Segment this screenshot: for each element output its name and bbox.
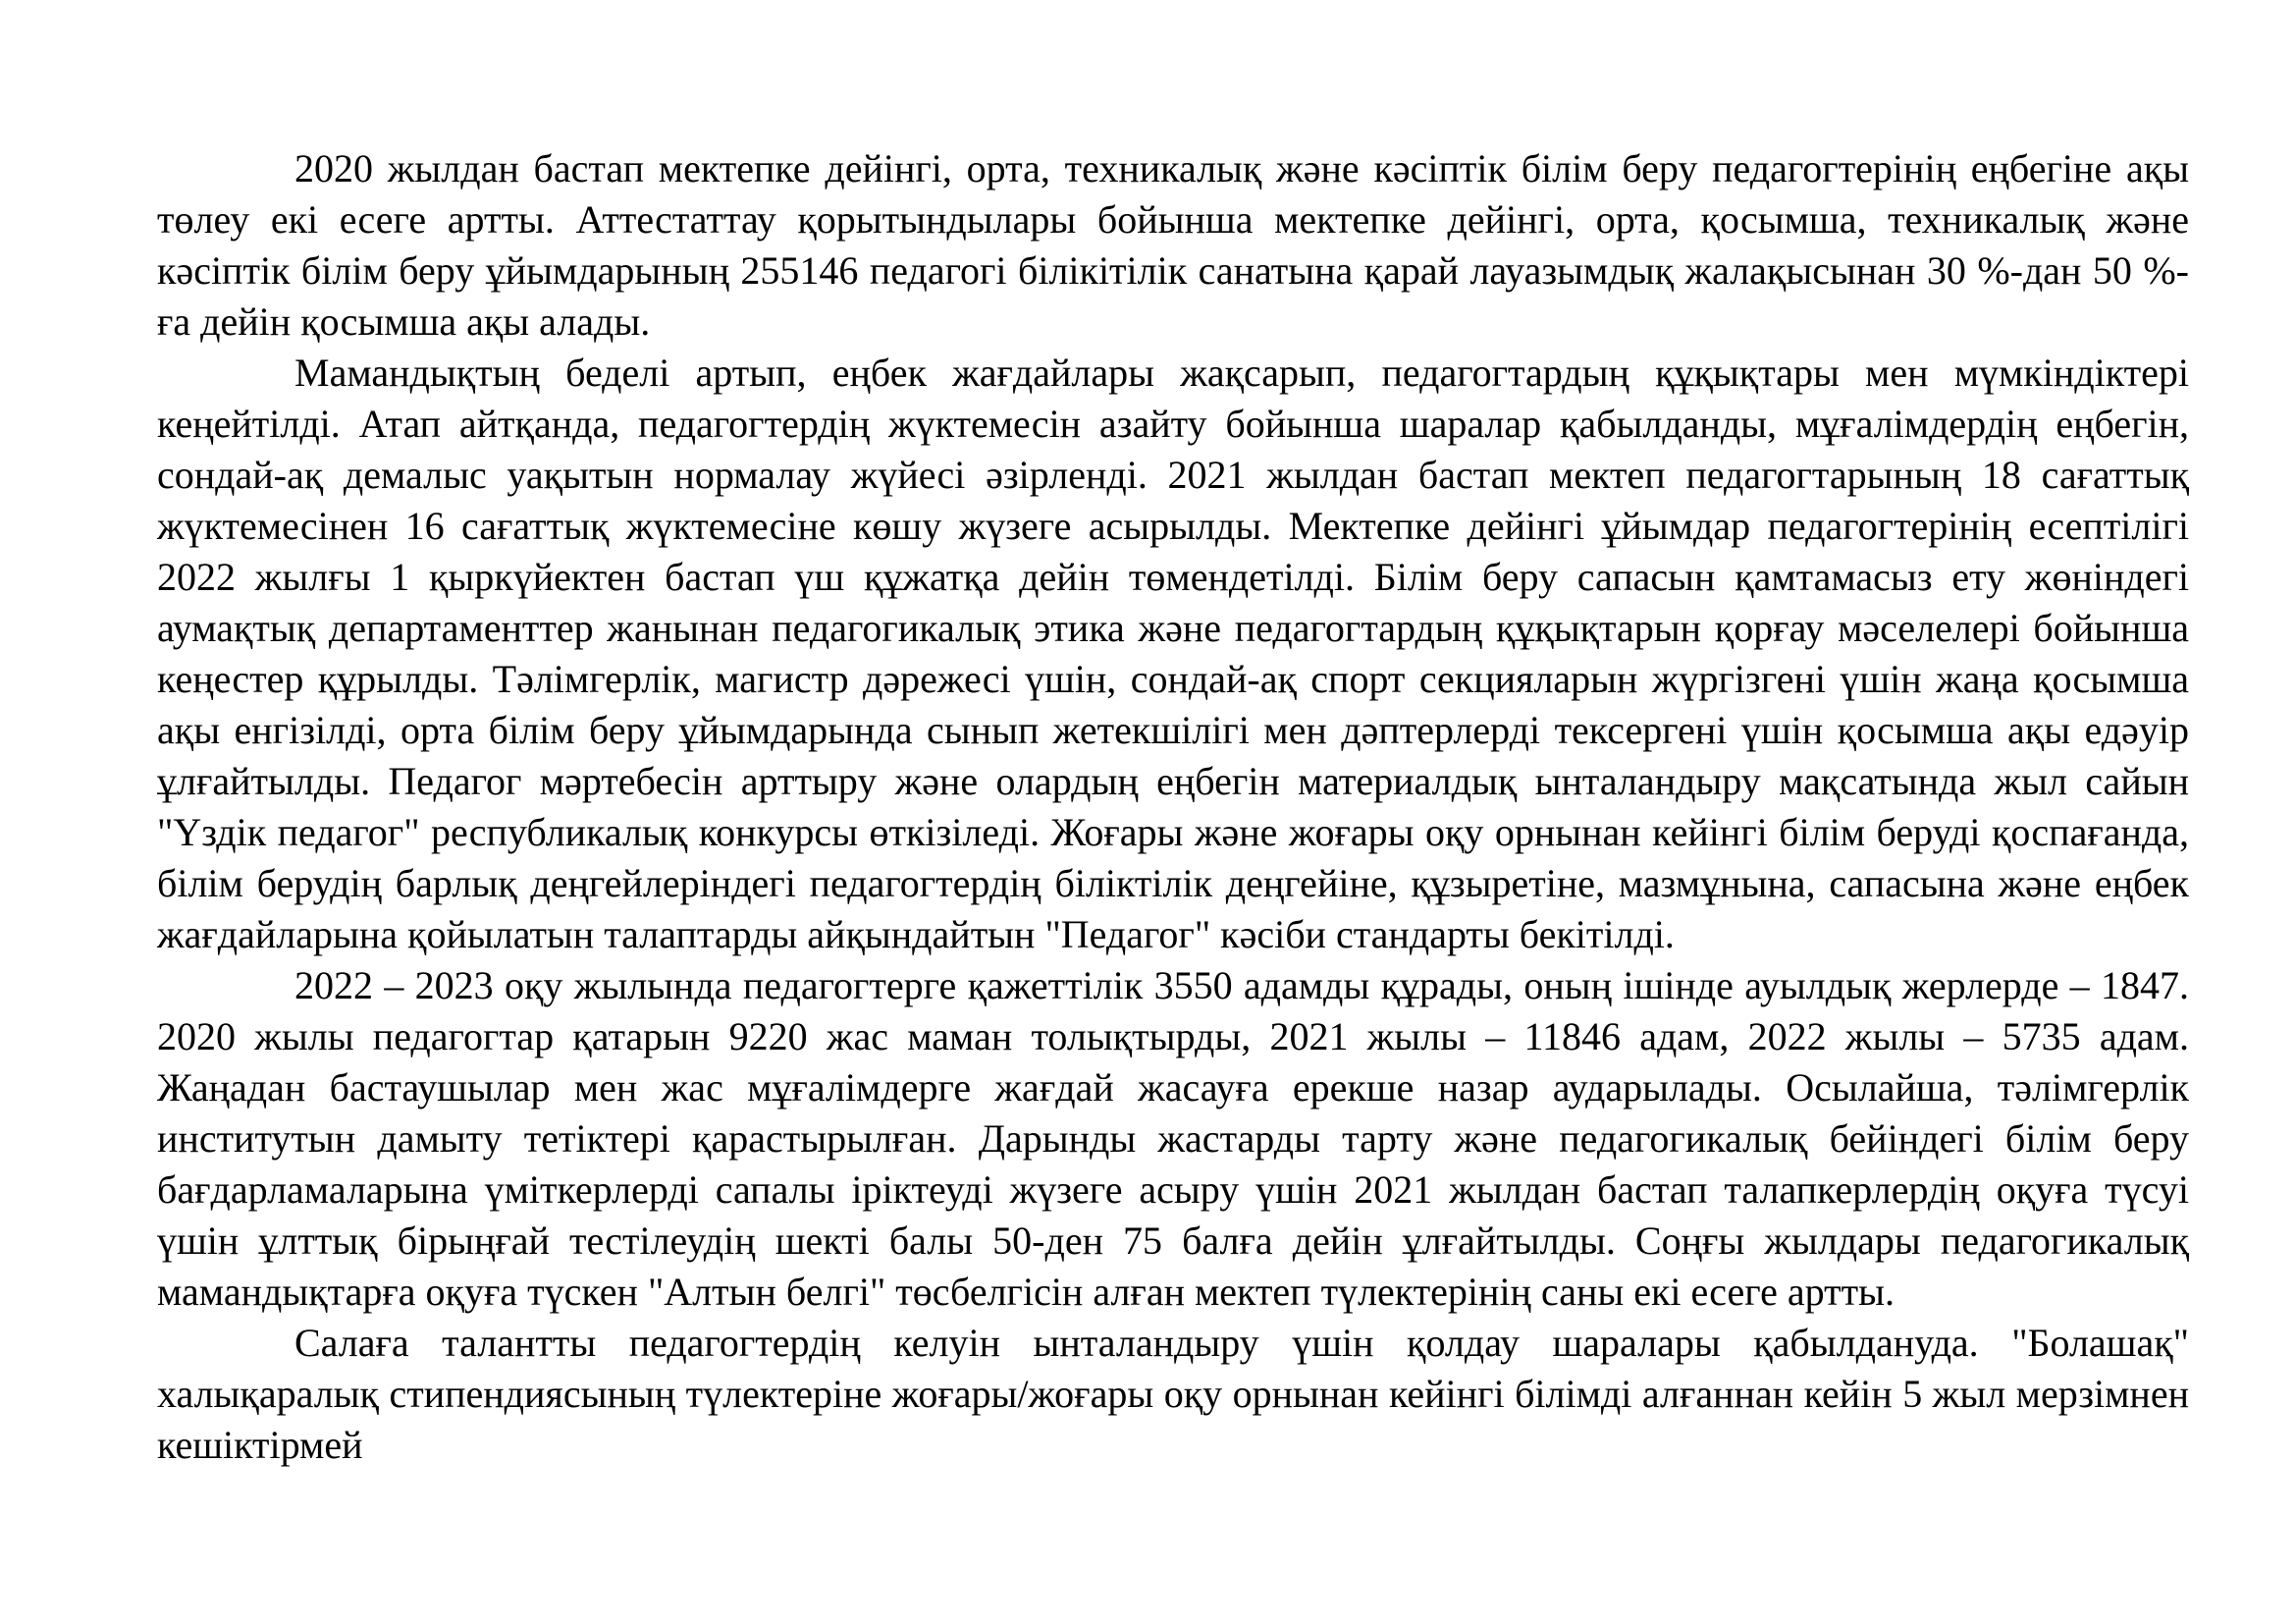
paragraph-talent-support: Салаға талантты педагогтердің келуін ынталандыру үшін қолдау шаралары қабылдануда. "Болашақ" халықаралық стипендиясының түлектеріне жоғары/жоғары оқу орнынан кейінгі білімді алғаннан кейін 5 жыл мерзімнен кешіктірмей (157, 1321, 2189, 1467)
paragraph-teacher-demand: 2022 – 2023 оқу жылында педагогтерге қажеттілік 3550 адамды құрады, оның ішінде ауылдық жерлерде – 1847. 2020 жылы педагогтар қатарын 9220 жас маман толықтырды, 2021 жылы – 11846 адам, 2022 жылы – 5735 адам. Жаңадан бастаушылар мен жас мұғалімдерге жағдай жасауға ерекше назар аударылады. Осылайша, тәлімгерлік институтын дамыту тетіктері қарастырылған. Дарынды жастарды тарту және педагогикалық бейіндегі білім беру бағдарламаларына үміткерлерді сапалы іріктеуді жүзеге асыру үшін 2021 жылдан бастап талапкерлердің оқуға түсуі үшін ұлттық бірыңғай тестілеудің шекті балы 50-ден 75 балға дейін ұлғайтылды. Соңғы жылдары педагогикалық мамандықтарға оқуға түскен "Алтын белгі" төсбелгісін алған мектеп түлектерінің саны екі есеге артты. (157, 963, 2189, 1314)
paragraph-profession-prestige: Мамандықтың беделі артып, еңбек жағдайлары жақсарып, педагогтардың құқықтары мен мүмкіндіктері кеңейтілді. Атап айтқанда, педагогтердің жүктемесін азайту бойынша шаралар қабылданды, мұғалімдердің еңбегін, сондай-ақ демалыс уақытын нормалау жүйесі әзірленді. 2021 жылдан бастап мектеп педагогтарының 18 сағаттық жүктемесінен 16 сағаттық жүктемесіне көшу жүзеге асырылды. Мектепке дейінгі ұйымдар педагогтерінің есептілігі 2022 жылғы 1 қыркүйектен бастап үш құжатқа дейін төмендетілді. Білім беру сапасын қамтамасыз ету жөніндегі аумақтық департаменттер жанынан педагогикалық этика және педагогтардың құқықтарын қорғау мәселелері бойынша кеңестер құрылды. Тәлімгерлік, магистр дәрежесі үшін, сондай-ақ спорт секцияларын жүргізгені үшін жаңа қосымша ақы енгізілді, орта білім беру ұйымдарында сынып жетекшілігі мен дәптерлерді тексергені үшін қосымша ақы едәуір ұлғайтылды. Педагог мәртебесін арттыру және олардың еңбегін материалдық ынталандыру мақсатында жыл сайын "Үздік педагог" республикалық конкурсы өткізіледі. Жоғары және жоғары оқу орнынан кейінгі білім беруді қоспағанда, білім берудің барлық деңгейлеріндегі педагогтердің біліктілік деңгейіне, құзыретіне, мазмұнына, сапасына және еңбек жағдайларына қойылатын талаптарды айқындайтын "Педагог" кәсіби стандарты бекітілді. (157, 351, 2189, 956)
document-text-block (157, 143, 2189, 1471)
paragraph-pay-increase: 2020 жылдан бастап мектепке дейінгі, орта, техникалық және кәсіптік білім беру педагогтерінің еңбегіне ақы төлеу екі есеге артты. Аттестаттау қорытындылары бойынша мектепке дейінгі, орта, қосымша, техникалық және кәсіптік білім беру ұйымдарының 255146 педагогі білікітілік санатына қарай лауазымдық жалақысынан 30 %-дан 50 %-ға дейін қосымша ақы алады. (157, 146, 2189, 344)
